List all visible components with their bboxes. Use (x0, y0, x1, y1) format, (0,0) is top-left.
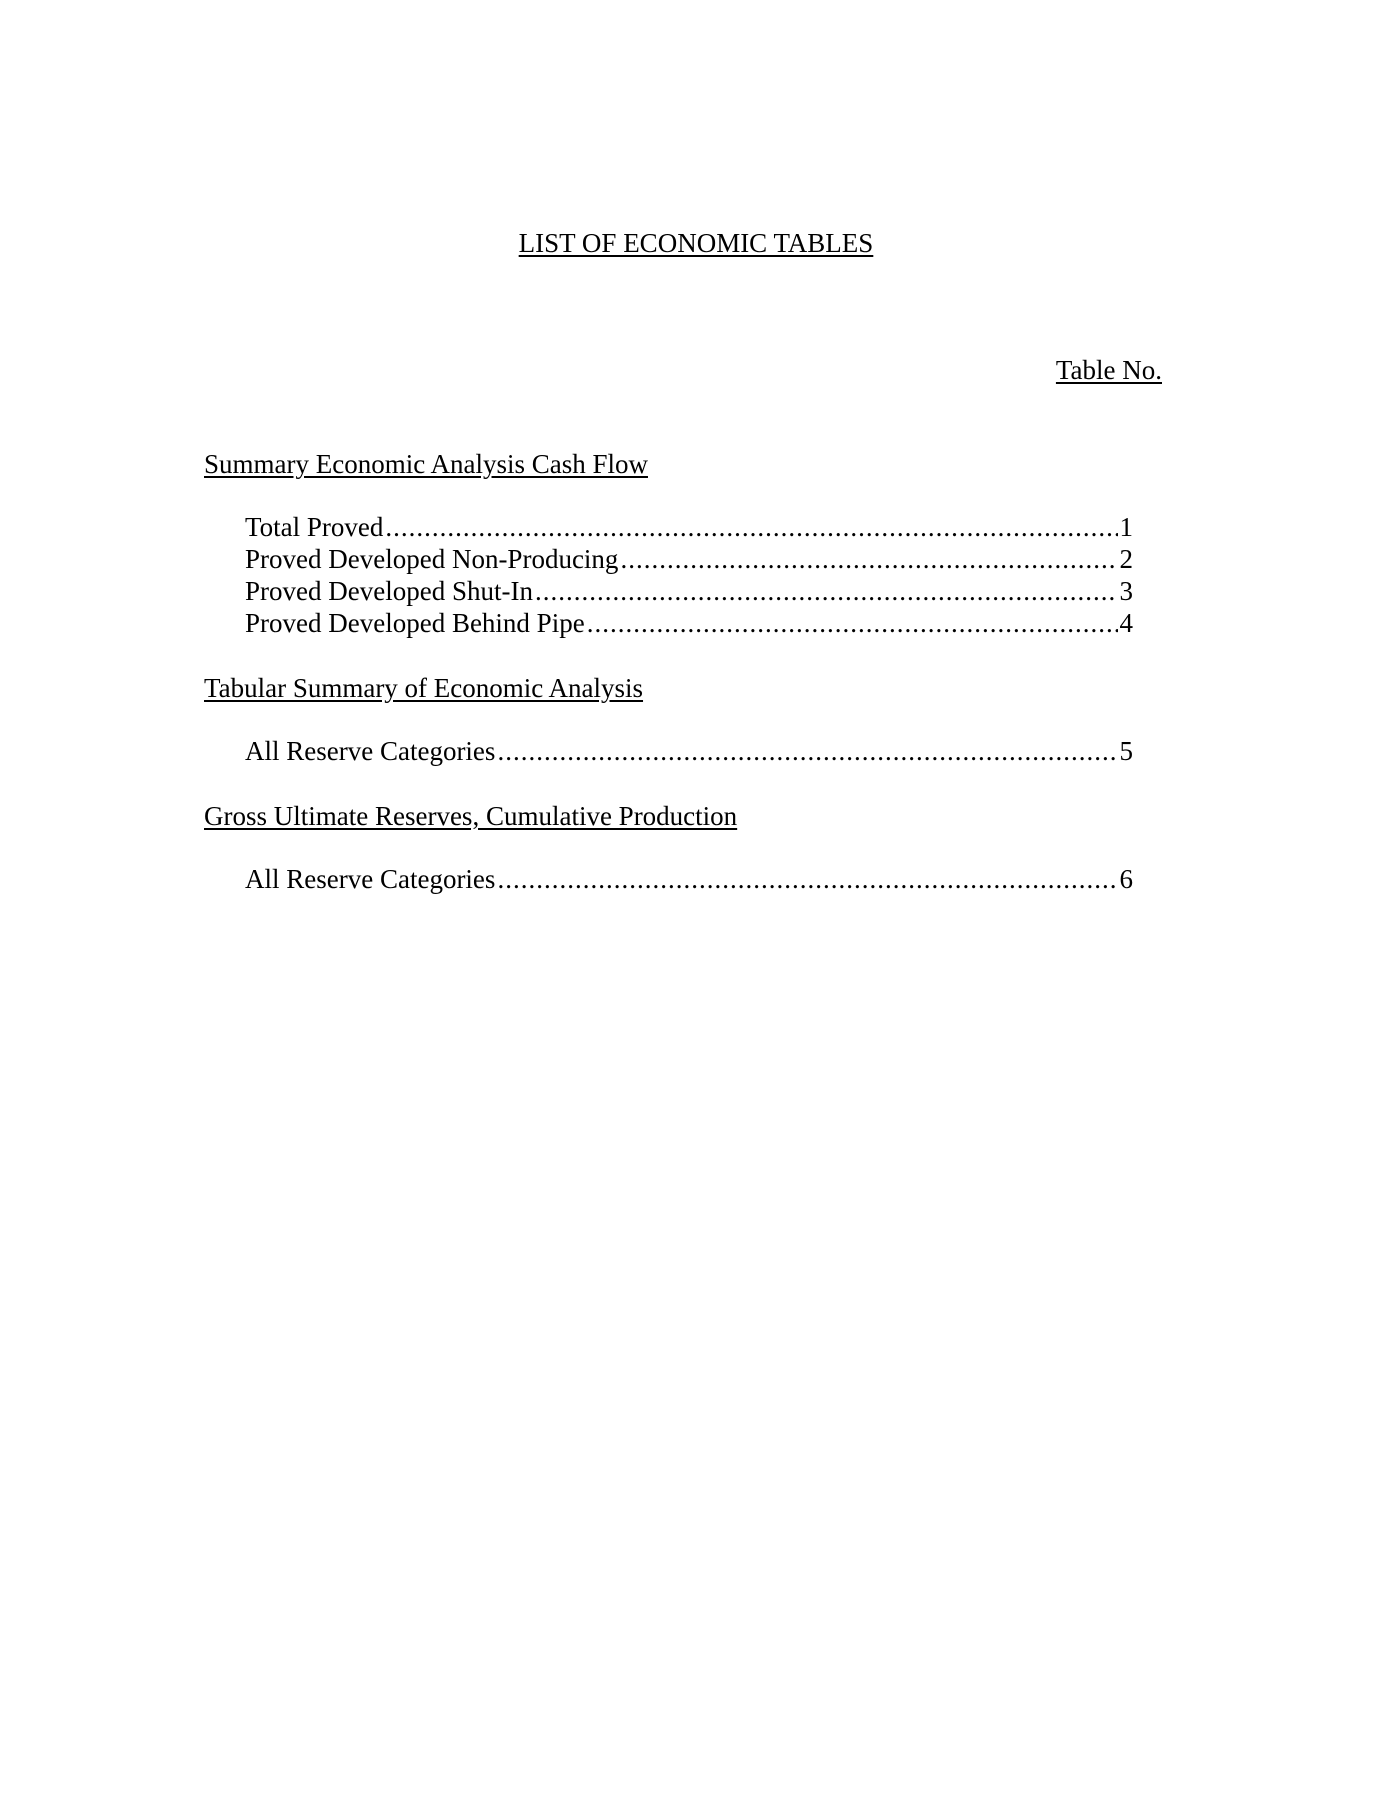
dot-leader (497, 735, 1117, 767)
list-item[interactable] (204, 735, 1133, 767)
dot-leader (535, 575, 1118, 607)
list-item[interactable] (204, 543, 1133, 575)
section-heading: Tabular Summary of Economic Analysis (204, 673, 644, 703)
list-item[interactable] (204, 575, 1133, 607)
table-number: 3 (1119, 576, 1133, 606)
list-item[interactable] (204, 863, 1133, 895)
table-number: 1 (1119, 512, 1133, 542)
list-item[interactable] (204, 511, 1133, 543)
page-title: LIST OF ECONOMIC TABLES (518, 228, 874, 258)
dot-leader (497, 863, 1117, 895)
entry-label: Proved Developed Non-Producing (245, 544, 619, 574)
section-summary-cash-flow (204, 448, 1132, 639)
section-heading: Gross Ultimate Reserves, Cumulative Production (204, 801, 738, 831)
table-number-column-header: Table No. (1055, 355, 1162, 385)
section-tabular-summary (204, 672, 1132, 767)
entry-label: Proved Developed Behind Pipe (245, 608, 585, 638)
table-number: 5 (1119, 736, 1133, 766)
entry-label: All Reserve Categories (245, 736, 496, 766)
entry-label: All Reserve Categories (245, 864, 496, 894)
table-list (204, 448, 1132, 895)
dot-leader (587, 607, 1118, 639)
dot-leader (620, 543, 1117, 575)
list-item[interactable] (204, 607, 1133, 639)
section-gross-ultimate-reserves (204, 800, 1132, 895)
table-number: 2 (1119, 544, 1133, 574)
dot-leader (385, 511, 1117, 543)
entry-label: Proved Developed Shut-In (245, 576, 533, 606)
table-number: 4 (1119, 608, 1133, 638)
table-number: 6 (1119, 864, 1133, 894)
section-heading: Summary Economic Analysis Cash Flow (204, 449, 648, 479)
entry-label: Total Proved (245, 512, 384, 542)
